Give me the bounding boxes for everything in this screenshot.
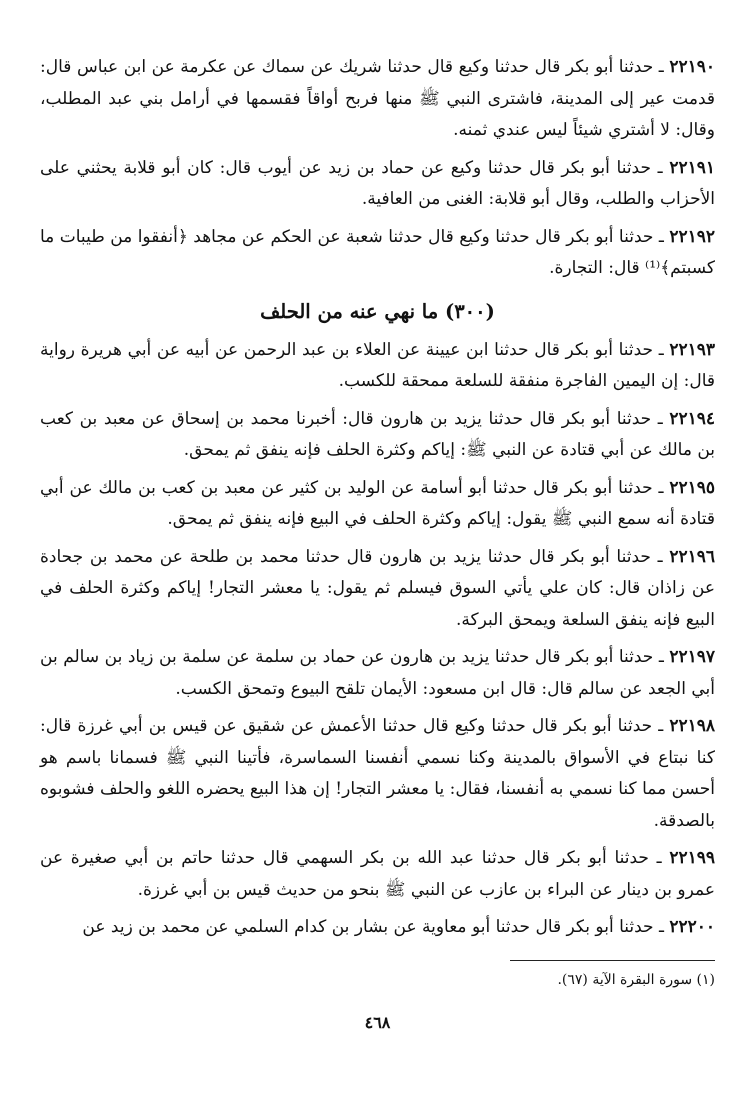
hadith-text: حدثنا أبو بكر قال حدثنا يزيد بن هارون قال: أخبرنا محمد بن إسحاق عن معبد بن كعب بن مالك عن أبي قتادة عن النبي ﷺ: إياكم وكثرة الحلف فإنه ينفق ثم يمحق.: [40, 408, 715, 460]
hadith-text: حدثنا أبو بكر قال حدثنا وكيع قال حدثنا شريك عن سماك عن عكرمة عن ابن عباس قال: قدمت عير إلى المدينة، فاشترى النبي ﷺ منها فربح أواقاً فقسمها في أرامل بني عبد المطلب، وقال: لا أشتري شيئاً ليس عندي ثمنه.: [40, 57, 715, 140]
entry-22192: ٢٢١٩٢ ـ حدثنا أبو بكر قال حدثنا وكيع قال حدثنا شعبة عن الحكم عن مجاهد ﴿أنفقوا من طيبات ما كسبتم﴾⁽¹⁾ قال: التجارة.: [40, 226, 715, 278]
hadith-number: ٢٢١٩١: [669, 157, 715, 178]
footnote: (١) سورة البقرة الآية (٦٧).: [557, 972, 715, 988]
hadith-number: ٢٢١٩٠: [669, 57, 715, 77]
entry-22194: ٢٢١٩٤ ـ حدثنا أبو بكر قال حدثنا يزيد بن هارون قال: أخبرنا محمد بن إسحاق عن معبد بن كعب بن مالك عن أبي قتادة عن النبي ﷺ: إياكم وكثرة الحلف فإنه ينفق ثم يمحق.: [40, 408, 715, 460]
hadith-text: حدثنا أبو بكر قال حدثنا أبو أسامة عن الوليد بن كثير عن معبد بن كعب بن مالك عن أبي قتادة أنه سمع النبي ﷺ يقول: إياكم وكثرة الحلف في البيع فإنه ينفق ثم يمحق.: [40, 477, 715, 529]
hadith-number: ٢٢١٩٨: [669, 716, 716, 736]
hadith-text: حدثنا أبو بكر قال حدثنا وكيع قال حدثنا الأعمش عن شقيق عن قيس بن أبي غرزة قال: كنا نبتاع في الأسواق بالمدينة وكنا نسمي أنفسنا السماسرة، فأتينا النبي ﷺ فسمانا باسم هو أحسن مما كنا نسمي به أنفسنا، فقال: يا معشر التجار! إن هذا البيع يحضره اللغو والحلف فشوبوه بالصدقة.: [40, 716, 715, 831]
entry-22191: ٢٢١٩١ ـ حدثنا أبو بكر قال حدثنا وكيع عن حماد بن زيد عن أيوب قال: كان أبو قلابة يحثني على الأحزاب والطلب، وقال أبو قلابة: الغنى من العافية.: [40, 157, 715, 209]
hadith-number: ٢٢١٩٧: [669, 647, 715, 667]
hadith-text: حدثنا أبو بكر قال حدثنا وكيع عن حماد بن زيد عن أيوب قال: كان أبو قلابة يحثني على الأحزاب والطلب، وقال أبو قلابة: الغنى من العافية.: [40, 157, 715, 209]
section-heading: (٣٠٠) ما نهي عنه من الحلف: [260, 299, 495, 323]
entry-22195: ٢٢١٩٥ ـ حدثنا أبو بكر قال حدثنا أبو أسامة عن الوليد بن كثير عن معبد بن كعب بن مالك عن أبي قتادة أنه سمع النبي ﷺ يقول: إياكم وكثرة الحلف في البيع فإنه ينفق ثم يمحق.: [40, 477, 715, 529]
hadith-number: ٢٢١٩٣: [669, 339, 715, 360]
entry-22193: ٢٢١٩٣ ـ حدثنا أبو بكر قال حدثنا ابن عيينة عن العلاء بن عبد الرحمن عن أبيه عن أبي هريرة رواية قال: إن اليمين الفاجرة منفقة للسلعة ممحقة للكسب.: [40, 339, 715, 391]
hadith-number: ٢٢١٩٦: [669, 546, 715, 567]
hadith-number: ٢٢١٩٥: [669, 477, 715, 498]
page-number: ٤٦٨: [364, 1013, 391, 1032]
entry-22197: ٢٢١٩٧ ـ حدثنا أبو بكر قال حدثنا يزيد بن هارون عن حماد بن سلمة عن سلمة بن زياد بن سالم بن أبي الجعد عن سالم قال: قال ابن مسعود: الأيمان تلقح البيوع وتمحق الكسب.: [40, 647, 715, 699]
hadith-number: ٢٢١٩٩: [669, 848, 715, 868]
entry-22199: ٢٢١٩٩ ـ حدثنا أبو بكر قال حدثنا عبد الله بن بكر السهمي قال حدثنا حاتم بن أبي صغيرة عن عمرو بن دينار عن البراء بن عازب عن النبي ﷺ بنحو من حديث قيس بن أبي غرزة.: [40, 848, 715, 900]
hadith-text: حدثنا أبو بكر قال حدثنا يزيد بن هارون قال حدثنا محمد بن طلحة عن محمد بن جحادة عن زاذان قال: كان علي يأتي السوق فيسلم ثم يقول: يا معشر التجار! إياكم وكثرة الحلف في البيع فإنه ينفق السلعة ويمحق البركة.: [40, 546, 715, 630]
entry-22200: ٢٢٢٠٠ ـ حدثنا أبو بكر قال حدثنا أبو معاوية عن بشار بن كدام السلمي عن محمد بن زيد عن: [82, 917, 715, 937]
hadith-text: حدثنا أبو بكر قال حدثنا أبو معاوية عن بشار بن كدام السلمي عن محمد بن زيد عن: [82, 917, 654, 937]
entry-22196: ٢٢١٩٦ ـ حدثنا أبو بكر قال حدثنا يزيد بن هارون قال حدثنا محمد بن طلحة عن محمد بن جحادة عن زاذان قال: كان علي يأتي السوق فيسلم ثم يقول: يا معشر التجار! إياكم وكثرة الحلف في البيع فإنه ينفق السلعة ويمحق البركة.: [40, 546, 715, 630]
hadith-text: حدثنا أبو بكر قال حدثنا وكيع قال حدثنا شعبة عن الحكم عن مجاهد ﴿أنفقوا من طيبات ما كسبتم﴾⁽¹⁾ قال: التجارة.: [40, 226, 715, 278]
hadith-text: حدثنا أبو بكر قال حدثنا عبد الله بن بكر السهمي قال حدثنا حاتم بن أبي صغيرة عن عمرو بن دينار عن البراء بن عازب عن النبي ﷺ بنحو من حديث قيس بن أبي غرزة.: [40, 848, 715, 900]
hadith-number: ٢٢١٩٤: [669, 408, 715, 429]
footnote-divider: [510, 960, 715, 961]
hadith-number: ٢٢١٩٢: [669, 226, 715, 247]
entry-22198: ٢٢١٩٨ ـ حدثنا أبو بكر قال حدثنا وكيع قال حدثنا الأعمش عن شقيق عن قيس بن أبي غرزة قال: كنا نبتاع في الأسواق بالمدينة وكنا نسمي أنفسنا السماسرة، فأتينا النبي ﷺ فسمانا باسم هو أحسن مما كنا نسمي به أنفسنا، فقال: يا معشر التجار! إن هذا البيع يحضره اللغو والحلف فشوبوه بالصدقة.: [40, 716, 716, 831]
entry-22190: ٢٢١٩٠ ـ حدثنا أبو بكر قال حدثنا وكيع قال حدثنا شريك عن سماك عن عكرمة عن ابن عباس قال: قدمت عير إلى المدينة، فاشترى النبي ﷺ منها فربح أواقاً فقسمها في أرامل بني عبد المطلب، وقال: لا أشتري شيئاً ليس عندي ثمنه.: [40, 57, 715, 140]
hadith-text: حدثنا أبو بكر قال حدثنا ابن عيينة عن العلاء بن عبد الرحمن عن أبيه عن أبي هريرة رواية قال: إن اليمين الفاجرة منفقة للسلعة ممحقة للكسب.: [40, 339, 715, 391]
hadith-text: حدثنا أبو بكر قال حدثنا يزيد بن هارون عن حماد بن سلمة عن سلمة بن زياد بن سالم بن أبي الجعد عن سالم قال: قال ابن مسعود: الأيمان تلقح البيوع وتمحق الكسب.: [40, 647, 715, 699]
hadith-number: ٢٢٢٠٠: [669, 917, 715, 937]
